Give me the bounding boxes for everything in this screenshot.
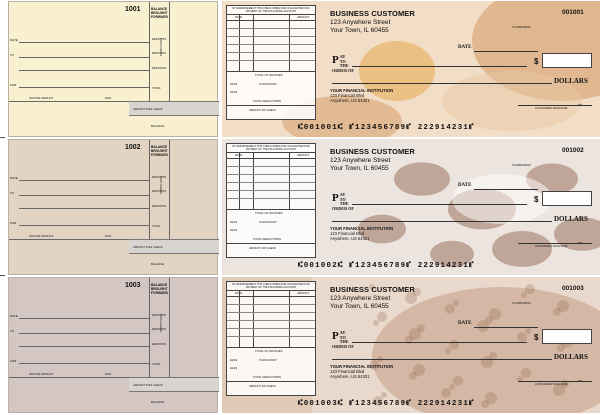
pay-p: P bbox=[332, 192, 339, 204]
stub-date-label: DATE bbox=[10, 38, 18, 42]
payee-line[interactable] bbox=[352, 342, 527, 343]
bank-address-2: Anywhere, US 54321 bbox=[330, 98, 370, 103]
stub-balance-label: BALANCE bbox=[151, 262, 165, 266]
register-row[interactable] bbox=[227, 209, 315, 210]
amount-of-check-label: AMOUNT OF CHECK bbox=[249, 108, 277, 112]
photo-shape bbox=[381, 392, 387, 398]
pay-p: P bbox=[332, 54, 339, 66]
stub-check-number: 1001 bbox=[125, 6, 141, 13]
amount-this-check-box[interactable]: AMOUNT THIS CHECK bbox=[129, 377, 219, 392]
bank-name: YOUR FINANCIAL INSTITUTION bbox=[330, 226, 394, 231]
register-amount-col: AMOUNT bbox=[297, 291, 310, 295]
bank-block bbox=[330, 88, 393, 103]
photo-shape bbox=[449, 384, 455, 390]
micr-line: ⑆001003⑆ ⑈123456789⑈ 222914231⑈ bbox=[298, 400, 475, 408]
bank-address-1: 123 Financial Blvd bbox=[330, 231, 365, 236]
register-row[interactable] bbox=[227, 190, 315, 191]
amount-this-check-box[interactable]: AMOUNT THIS CHECK bbox=[129, 101, 219, 116]
check-body bbox=[222, 277, 600, 413]
photo-shape bbox=[417, 324, 425, 332]
check-stub bbox=[8, 277, 218, 413]
total-deductions-label: TOTAL DEDUCTIONS bbox=[253, 237, 281, 241]
amount-words-line[interactable] bbox=[332, 221, 552, 222]
stub-check-number: 1002 bbox=[125, 144, 141, 151]
register-row[interactable] bbox=[227, 71, 315, 72]
dollars-label: DOLLARS bbox=[554, 353, 588, 361]
stub-total-label: TOTAL bbox=[152, 224, 161, 228]
total-invoices-label: TOTAL OF INVOICES bbox=[255, 211, 283, 215]
photo-shape bbox=[485, 392, 497, 404]
signature-line[interactable] bbox=[518, 105, 592, 106]
payee-line[interactable] bbox=[352, 66, 527, 67]
discount-label: % DISCOUNT bbox=[259, 220, 277, 224]
amount-of-check-label: AMOUNT OF CHECK bbox=[249, 384, 277, 388]
stub-line bbox=[9, 101, 129, 102]
check-row bbox=[8, 277, 600, 414]
stub-line bbox=[9, 377, 129, 378]
pay-to-text: TO THE bbox=[339, 196, 349, 206]
register-row bbox=[227, 105, 315, 106]
date-line[interactable] bbox=[474, 327, 538, 328]
customer-name: BUSINESS CUSTOMER bbox=[330, 9, 415, 18]
register-col-line bbox=[289, 14, 290, 71]
register-date-col: DATE bbox=[235, 291, 243, 295]
register-col-line bbox=[289, 152, 290, 209]
stub-total-label: TOTAL bbox=[152, 362, 161, 366]
bank-name: YOUR FINANCIAL INSTITUTION bbox=[330, 88, 394, 93]
stub-for-line[interactable] bbox=[19, 225, 149, 226]
date-label: DATE bbox=[458, 45, 472, 50]
stub-to-line[interactable] bbox=[19, 195, 149, 196]
check-stub bbox=[8, 139, 218, 275]
stub-for-label: FOR bbox=[10, 83, 17, 87]
balance-brought-forward-label: BALANCE BROUGHT FORWARD bbox=[151, 7, 168, 19]
stub-line bbox=[19, 346, 149, 347]
photo-shape bbox=[453, 300, 459, 306]
register-columns bbox=[227, 14, 315, 21]
disc-label: DISC bbox=[105, 372, 112, 376]
customer-name: BUSINESS CUSTOMER bbox=[330, 147, 415, 156]
register-col-line bbox=[239, 14, 240, 71]
customer-block bbox=[330, 147, 415, 172]
bank-address-2: Anywhere, US 54321 bbox=[330, 236, 370, 241]
invoice-amount-label: INVOICE AMOUNT bbox=[29, 372, 54, 376]
stub-to-line[interactable] bbox=[19, 57, 149, 58]
register-col-line bbox=[289, 290, 290, 347]
photo-shape bbox=[521, 368, 531, 378]
bank-block bbox=[330, 364, 393, 379]
less-label: LESS bbox=[230, 358, 238, 362]
pay-to-text: TO THE bbox=[339, 334, 349, 344]
bank-address-1: 123 Financial Blvd bbox=[330, 369, 365, 374]
register-row[interactable] bbox=[227, 304, 315, 305]
cut-mark bbox=[0, 137, 5, 138]
this-check-label: THIS CHECK bbox=[159, 176, 163, 195]
amount-field[interactable] bbox=[542, 53, 592, 68]
pay-to-text: ORDER OF bbox=[332, 205, 354, 211]
bank-name: YOUR FINANCIAL INSTITUTION bbox=[330, 364, 394, 369]
register-row[interactable] bbox=[227, 312, 315, 313]
stub-for-label: FOR bbox=[10, 221, 17, 225]
photo-shape bbox=[525, 328, 531, 334]
stub-divider bbox=[169, 2, 170, 102]
customer-address-2: Your Town, IL 60455 bbox=[330, 165, 389, 172]
micr-line: ⑆001001⑆ ⑈123456789⑈ 222914231⑈ bbox=[298, 124, 475, 132]
pay-to-text: AY bbox=[339, 192, 346, 197]
stub-to-line[interactable] bbox=[19, 333, 149, 334]
signature-label: AUTHORIZED SIGNATURE bbox=[535, 107, 568, 110]
stub-deposits-label: DEPOSITS bbox=[152, 327, 167, 331]
check-number: 001003 bbox=[562, 285, 584, 292]
stub-date-label: DATE bbox=[10, 314, 18, 318]
photo-shape bbox=[517, 332, 527, 342]
routing-fraction: 70-0000/0000 bbox=[512, 301, 531, 305]
date-label: DATE bbox=[458, 183, 472, 188]
customer-address-2: Your Town, IL 60455 bbox=[330, 303, 389, 310]
register-row[interactable] bbox=[227, 328, 315, 329]
register-row[interactable] bbox=[227, 347, 315, 348]
stub-deposits-label: DEPOSITS bbox=[152, 189, 167, 193]
photo-shape bbox=[489, 308, 501, 320]
check-row bbox=[8, 1, 600, 138]
customer-address-1: 123 Anywhere Street bbox=[330, 19, 391, 26]
pay-to-label bbox=[332, 331, 354, 349]
stub-balance-label: BALANCE bbox=[151, 400, 165, 404]
register-amount-col: AMOUNT bbox=[297, 15, 310, 19]
total-deductions-label: TOTAL DEDUCTIONS bbox=[253, 99, 281, 103]
stub-total-label: TOTAL bbox=[152, 86, 161, 90]
stub-check-number: 1003 bbox=[125, 282, 141, 289]
disc-label: DISC bbox=[105, 96, 112, 100]
photo-shape bbox=[521, 292, 527, 298]
less-label: LESS bbox=[230, 220, 238, 224]
register-col-line bbox=[253, 14, 254, 71]
cut-mark bbox=[0, 275, 5, 276]
register-col-line bbox=[239, 152, 240, 209]
pay-to-text: AY bbox=[339, 330, 346, 335]
check-stub bbox=[8, 1, 218, 137]
stub-to-label: TO bbox=[10, 53, 15, 57]
stub-deposits-label: DEPOSITS bbox=[152, 66, 167, 70]
register-row[interactable] bbox=[227, 198, 315, 199]
mp-mark: MP bbox=[578, 379, 583, 383]
amount-of-check-label: AMOUNT OF CHECK bbox=[249, 246, 277, 250]
stub-date-line[interactable] bbox=[19, 42, 149, 43]
photo-shape bbox=[557, 300, 569, 312]
invoice-register bbox=[226, 5, 316, 120]
customer-address-2: Your Town, IL 60455 bbox=[330, 27, 389, 34]
mp-mark: MP bbox=[578, 103, 583, 107]
register-amount-col: AMOUNT bbox=[297, 153, 310, 157]
stub-divider bbox=[149, 278, 150, 378]
photo-shape bbox=[445, 348, 451, 354]
bank-address-1: 123 Financial Blvd bbox=[330, 93, 365, 98]
invoice-register bbox=[226, 281, 316, 396]
pay-to-text: ORDER OF bbox=[332, 67, 354, 73]
discount-label: % DISCOUNT bbox=[259, 358, 277, 362]
photo-shape bbox=[373, 320, 379, 326]
photo-shape bbox=[492, 231, 552, 267]
photo-shape bbox=[377, 312, 387, 322]
less-label: LESS bbox=[230, 228, 238, 232]
invoice-amount-label: INVOICE AMOUNT bbox=[29, 96, 54, 100]
pay-to-text: TO THE bbox=[339, 58, 349, 68]
stub-line bbox=[19, 70, 149, 71]
customer-address-1: 123 Anywhere Street bbox=[330, 157, 391, 164]
amount-words-line[interactable] bbox=[332, 83, 552, 84]
stub-to-label: TO bbox=[10, 329, 15, 333]
register-row bbox=[227, 243, 315, 244]
register-row[interactable] bbox=[227, 182, 315, 183]
register-row[interactable] bbox=[227, 60, 315, 61]
signature-line[interactable] bbox=[518, 243, 592, 244]
photo-shape bbox=[441, 388, 451, 398]
stub-for-line[interactable] bbox=[19, 87, 149, 88]
amount-field[interactable] bbox=[542, 329, 592, 344]
dollars-label: DOLLARS bbox=[554, 77, 588, 85]
total-deductions-label: TOTAL DEDUCTIONS bbox=[253, 375, 281, 379]
pay-to-label bbox=[332, 193, 354, 211]
stub-deposits-label: DEPOSITS bbox=[152, 175, 167, 179]
pay-to-text: AY bbox=[339, 54, 346, 59]
register-header: BY ENDORSEMENT THIS CHECK WHEN PAID IS ACCEPTED FOR PAYMENT OF THE FOLLOWING ACCOUNT bbox=[227, 282, 315, 291]
register-row[interactable] bbox=[227, 44, 315, 45]
customer-address-1: 123 Anywhere Street bbox=[330, 295, 391, 302]
total-invoices-label: TOTAL OF INVOICES bbox=[255, 349, 283, 353]
stub-deposits-label: DEPOSITS bbox=[152, 51, 167, 55]
register-row[interactable] bbox=[227, 320, 315, 321]
register-date-col: DATE bbox=[235, 15, 243, 19]
stub-date-label: DATE bbox=[10, 176, 18, 180]
register-row[interactable] bbox=[227, 166, 315, 167]
payee-line[interactable] bbox=[352, 204, 527, 205]
bank-address-2: Anywhere, US 54321 bbox=[330, 374, 370, 379]
check-number: 001001 bbox=[562, 9, 584, 16]
amount-words-line[interactable] bbox=[332, 359, 552, 360]
register-row[interactable] bbox=[227, 52, 315, 53]
register-header: BY ENDORSEMENT THIS CHECK WHEN PAID IS ACCEPTED FOR PAYMENT OF THE FOLLOWING ACCOUNT bbox=[227, 6, 315, 15]
discount-label: % DISCOUNT bbox=[259, 82, 277, 86]
register-col-line bbox=[253, 152, 254, 209]
total-invoices-label: TOTAL OF INVOICES bbox=[255, 73, 283, 77]
pay-to-text: ORDER OF bbox=[332, 343, 354, 349]
customer-block bbox=[330, 285, 415, 310]
photo-shape bbox=[445, 304, 455, 314]
stub-for-label: FOR bbox=[10, 359, 17, 363]
register-columns bbox=[227, 152, 315, 159]
this-check-label: THIS CHECK bbox=[159, 38, 163, 57]
register-row[interactable] bbox=[227, 36, 315, 37]
stub-divider bbox=[169, 140, 170, 240]
routing-fraction: 70-0000/0000 bbox=[512, 25, 531, 29]
signature-line[interactable] bbox=[518, 381, 592, 382]
less-label: LESS bbox=[230, 82, 238, 86]
stub-deposits-label: DEPOSITS bbox=[152, 204, 167, 208]
register-header: BY ENDORSEMENT THIS CHECK WHEN PAID IS ACCEPTED FOR PAYMENT OF THE FOLLOWING ACCOUNT bbox=[227, 144, 315, 153]
customer-name: BUSINESS CUSTOMER bbox=[330, 285, 415, 294]
less-label: LESS bbox=[230, 366, 238, 370]
date-line[interactable] bbox=[474, 51, 538, 52]
stub-deposits-label: DEPOSITS bbox=[152, 37, 167, 41]
photo-shape bbox=[525, 284, 535, 294]
register-row bbox=[227, 381, 315, 382]
check-body bbox=[222, 139, 600, 275]
mp-mark: MP bbox=[578, 241, 583, 245]
register-columns bbox=[227, 290, 315, 297]
check-body bbox=[222, 1, 600, 137]
dollar-sign: $ bbox=[534, 333, 539, 342]
date-label: DATE bbox=[458, 321, 472, 326]
stub-date-line[interactable] bbox=[19, 180, 149, 181]
stub-deposits-label: DEPOSITS bbox=[152, 313, 167, 317]
register-col-line bbox=[239, 290, 240, 347]
check-row bbox=[8, 139, 600, 276]
balance-brought-forward-label: BALANCE BROUGHT FORWARD bbox=[151, 283, 168, 295]
amount-this-check-box[interactable]: AMOUNT THIS CHECK bbox=[129, 239, 219, 254]
date-line[interactable] bbox=[474, 189, 538, 190]
dollars-label: DOLLARS bbox=[554, 215, 588, 223]
stub-for-line[interactable] bbox=[19, 363, 149, 364]
pay-p: P bbox=[332, 330, 339, 342]
invoice-amount-label: INVOICE AMOUNT bbox=[29, 234, 54, 238]
stub-deposits-label: DEPOSITS bbox=[152, 342, 167, 346]
stub-date-line[interactable] bbox=[19, 318, 149, 319]
stub-line bbox=[9, 239, 129, 240]
signature-label: AUTHORIZED SIGNATURE bbox=[535, 383, 568, 386]
register-col-line bbox=[253, 290, 254, 347]
micr-line: ⑆001002⑆ ⑈123456789⑈ 222914231⑈ bbox=[298, 262, 475, 270]
stub-line bbox=[19, 208, 149, 209]
register-date-col: DATE bbox=[235, 153, 243, 157]
signature-label: AUTHORIZED SIGNATURE bbox=[535, 245, 568, 248]
photo-shape bbox=[413, 364, 425, 376]
check-number: 001002 bbox=[562, 147, 584, 154]
dollar-sign: $ bbox=[534, 195, 539, 204]
stub-divider bbox=[169, 278, 170, 378]
invoice-register bbox=[226, 143, 316, 258]
this-check-label: THIS CHECK bbox=[159, 314, 163, 333]
customer-block bbox=[330, 9, 415, 34]
stub-balance-label: BALANCE bbox=[151, 124, 165, 128]
disc-label: DISC bbox=[105, 234, 112, 238]
balance-brought-forward-label: BALANCE BROUGHT FORWARD bbox=[151, 145, 168, 157]
photo-shape bbox=[453, 376, 463, 386]
bank-block bbox=[330, 226, 393, 241]
register-row[interactable] bbox=[227, 174, 315, 175]
pay-to-label bbox=[332, 55, 354, 73]
register-row[interactable] bbox=[227, 28, 315, 29]
routing-fraction: 70-0000/0000 bbox=[512, 163, 531, 167]
register-row[interactable] bbox=[227, 336, 315, 337]
stub-to-label: TO bbox=[10, 191, 15, 195]
dollar-sign: $ bbox=[534, 57, 539, 66]
less-label: LESS bbox=[230, 90, 238, 94]
stub-divider bbox=[149, 140, 150, 240]
stub-divider bbox=[149, 2, 150, 102]
amount-field[interactable] bbox=[542, 191, 592, 206]
